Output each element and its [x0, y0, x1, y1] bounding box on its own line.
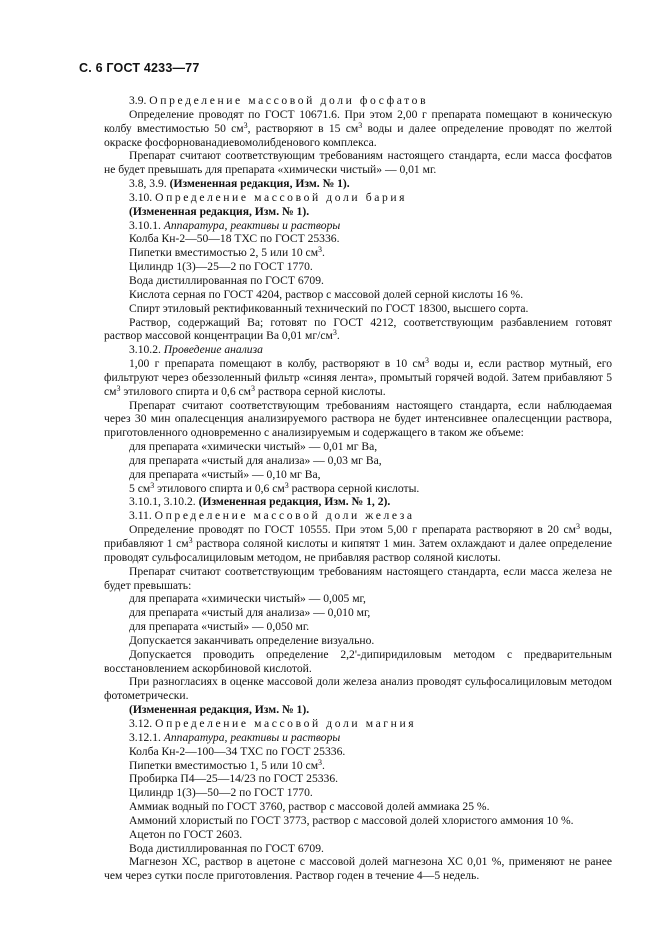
page-header: С. 6 ГОСТ 4233—77 — [79, 61, 200, 75]
text-run: для препарата «чистый для анализа» — 0,03 мг Ва, — [129, 453, 382, 467]
paragraph — [104, 232, 612, 246]
superscript: 3 — [251, 383, 255, 393]
paragraph — [104, 205, 612, 219]
text-run: воды и далее определение проводят по желтой окраске фосфорнованадиевомолибденового комплекса. — [104, 121, 612, 149]
text-run: Вода дистиллированная по ГОСТ 6709. — [129, 273, 324, 287]
paragraph — [104, 260, 612, 274]
paragraph — [104, 772, 612, 786]
superscript: 3 — [116, 383, 121, 393]
paragraph — [104, 855, 612, 883]
paragraph — [104, 149, 612, 177]
paragraph — [104, 675, 612, 703]
paragraph — [104, 316, 612, 344]
text-run: 3.10. — [129, 190, 156, 204]
paragraph — [104, 703, 612, 717]
text-run: Определение проводят по ГОСТ 10555. При этом 5,00 г препарата растворяют в 20 см — [129, 523, 576, 537]
paragraph — [104, 343, 612, 357]
paragraph — [104, 302, 612, 316]
text-run: Колба Кн-2—50—18 ТХС по ГОСТ 25336. — [129, 232, 340, 246]
text-run: Колба Кн-2—100—34 ТХС по ГОСТ 25336. — [129, 744, 346, 758]
superscript: 3 — [188, 536, 193, 545]
text-run: раствора соляной кислоты и кипятят 1 мин. Затем охлаждают и далее определение проводят сульфосалициловым методом, не прибавляя раствор соляной кислоты. — [104, 537, 613, 564]
superscript: 3 — [358, 120, 363, 130]
paragraph — [104, 717, 612, 731]
text-run: для препарата «чистый» — 0,10 мг Ва, — [129, 467, 321, 481]
text-run: Раствор, содержащий Ва; готовят по ГОСТ 4212, соответствующим разбавлением готовят раствор массовой концентрации Ва 0,01 мг/см — [104, 315, 612, 343]
section-heading: Определение массовой доли бария — [155, 190, 408, 204]
paragraph — [104, 454, 612, 468]
text-run: Определение проводят по ГОСТ 10671.6. При этом 2,00 г препарата помещают в коническую колбу вместимостью 50 см — [104, 107, 612, 135]
paragraph — [104, 482, 612, 496]
paragraph — [104, 731, 612, 745]
text-run: Допускается проводить определение 2,2'-дипиридиловым методом с предварительным восстановлением аскорбиновой кислотой. — [104, 647, 612, 675]
superscript: 3 — [318, 245, 323, 255]
paragraph — [104, 745, 612, 759]
paragraph — [104, 814, 612, 828]
text-run: для препарата «химически чистый» — 0,005 мг, — [129, 592, 366, 606]
text-run: 3.11. — [129, 509, 155, 523]
text-run: Пипетки вместимостью 1, 5 или 10 см — [129, 758, 319, 772]
superscript: 3 — [424, 356, 429, 366]
text-run: Кислота серная по ГОСТ 4204, раствор с массовой долей серной кислоты 16 %. — [129, 287, 524, 301]
revision-note: (Измененная редакция, Изм. № 1). — [129, 204, 310, 218]
superscript: 3 — [243, 120, 248, 130]
paragraph — [104, 219, 612, 233]
text-run: 3.8, 3.9. — [129, 177, 170, 191]
paragraph — [104, 620, 612, 634]
text-run: 3.10.2. — [129, 343, 164, 357]
text-run: Ацетон по ГОСТ 2603. — [129, 827, 243, 841]
text-run: для препарата «чистый для анализа» — 0,010 мг, — [129, 606, 371, 620]
paragraph — [104, 288, 612, 302]
text-run: Магнезон ХС, раствор в ацетоне с массовой долей магнезона ХС 0,01 %, применяют не ранее чем через сутки после приготовления. Раствор годен в течение 4—5 недель. — [104, 855, 612, 883]
paragraph — [104, 828, 612, 842]
paragraph — [104, 191, 612, 205]
text-run: , растворяют в 15 см — [247, 121, 359, 135]
paragraph — [104, 800, 612, 814]
section-heading: Определение массовой доли магния — [155, 716, 417, 730]
text-run: 3.12. — [129, 716, 156, 730]
text-run: Цилиндр 1(3)—50—2 по ГОСТ 1770. — [129, 786, 313, 800]
text-run: Аммоний хлористый по ГОСТ 3773, раствор с массовой долей хлористого аммония 10 %. — [129, 813, 574, 827]
revision-note: (Измененная редакция, Изм. № 1). — [129, 703, 310, 717]
text-run: для препарата «химически чистый» — 0,01 мг Ва, — [129, 440, 378, 454]
text-run: воды, прибавляют 1 см — [104, 523, 612, 550]
paragraph — [104, 357, 612, 399]
text-run: . — [322, 246, 325, 260]
text-run: . — [322, 758, 325, 772]
subsection-title: Аппаратура, реактивы и растворы — [163, 730, 341, 744]
paragraph — [104, 177, 612, 191]
text-run: Спирт этиловый ректификованный технический по ГОСТ 18300, высшего сорта. — [129, 301, 529, 315]
paragraph — [104, 94, 612, 108]
text-run: Препарат считают соответствующим требованиям настоящего стандарта, если масса железа не будет превышать: — [104, 564, 612, 592]
paragraph — [104, 440, 612, 454]
paragraph — [104, 842, 612, 856]
text-run: воды и, если раствор мутный, его фильтруют через обеззоленный фильтр «синяя лента», промытый горячей водой. Затем прибавляют 5 см — [104, 357, 612, 398]
text-run: . — [336, 329, 340, 343]
paragraph — [104, 523, 612, 565]
text-run: При разногласиях в оценке массовой доли железа анализ проводят сульфосалициловым методом фотометрически. — [104, 675, 612, 703]
paragraph — [104, 786, 612, 800]
text-run: этилового спирта и 0,6 см — [154, 481, 285, 495]
superscript: 3 — [576, 522, 580, 532]
section-heading: Определение массовой доли железа — [154, 509, 415, 523]
subsection-title: Проведение анализа — [163, 343, 263, 357]
text-run: Вода дистиллированная по ГОСТ 6709. — [129, 841, 324, 855]
paragraph — [104, 246, 612, 260]
paragraph — [104, 648, 612, 676]
text-run: 3.9. — [129, 94, 150, 107]
text-run: раствора серной кислоты. — [255, 384, 386, 398]
paragraph — [104, 592, 612, 606]
text-run: Аммиак водный по ГОСТ 3760, раствор с массовой долей аммиака 25 %. — [129, 800, 490, 814]
text-run: 5 см — [129, 481, 151, 495]
text-run: Цилиндр 1(3)—25—2 по ГОСТ 1770. — [129, 260, 313, 274]
text-run: 3.10.1. — [129, 218, 164, 232]
paragraph — [104, 274, 612, 288]
paragraph — [104, 759, 612, 773]
paragraph — [104, 565, 612, 593]
text-run: 1,00 г препарата помещают в колбу, растворяют в 10 см — [129, 357, 425, 371]
text-run: Препарат считают соответствующим требованиям настоящего стандарта, если наблюдаемая через 30 мин опалесценция анализируемого раствора не будет интенсивнее опалесценции раствора, приготовленного одновременно с анализируемым и содержащего в таком же объеме: — [104, 398, 612, 440]
text-run: Препарат считают соответствующим требованиям настоящего стандарта, если масса фосфатов не будет превышать для препарата «химически чистый» — 0,01 мг. — [104, 149, 612, 177]
text-run: Пипетки вместимостью 2, 5 или 10 см — [129, 246, 319, 260]
text-run: Допускается заканчивать определение визуально. — [129, 633, 375, 647]
paragraph — [104, 509, 612, 523]
revision-note: (Измененная редакция, Изм. № 1, 2). — [198, 495, 391, 509]
subsection-title: Аппаратура, реактивы и растворы — [163, 218, 341, 232]
section-heading: Определение массовой доли фосфатов — [149, 94, 429, 107]
text-run: этилового спирта и 0,6 см — [120, 384, 251, 398]
superscript: 3 — [332, 328, 337, 338]
superscript: 3 — [284, 480, 289, 490]
superscript: 3 — [318, 757, 323, 767]
revision-note: (Измененная редакция, Изм. № 1). — [169, 177, 350, 191]
paragraph — [104, 468, 612, 482]
text-run: для препарата «чистый» — 0,050 мг. — [129, 620, 310, 634]
paragraph — [104, 606, 612, 620]
paragraph — [104, 634, 612, 648]
text-run: 3.12.1. — [129, 730, 164, 744]
text-run: раствора серной кислоты. — [288, 481, 420, 495]
text-run: Пробирка П4—25—14/23 по ГОСТ 25336. — [129, 772, 339, 786]
paragraph — [104, 108, 612, 150]
document-body — [104, 94, 612, 883]
text-run: 3.10.1, 3.10.2. — [129, 495, 199, 509]
superscript: 3 — [150, 480, 155, 490]
paragraph — [104, 495, 612, 509]
paragraph — [104, 399, 612, 441]
